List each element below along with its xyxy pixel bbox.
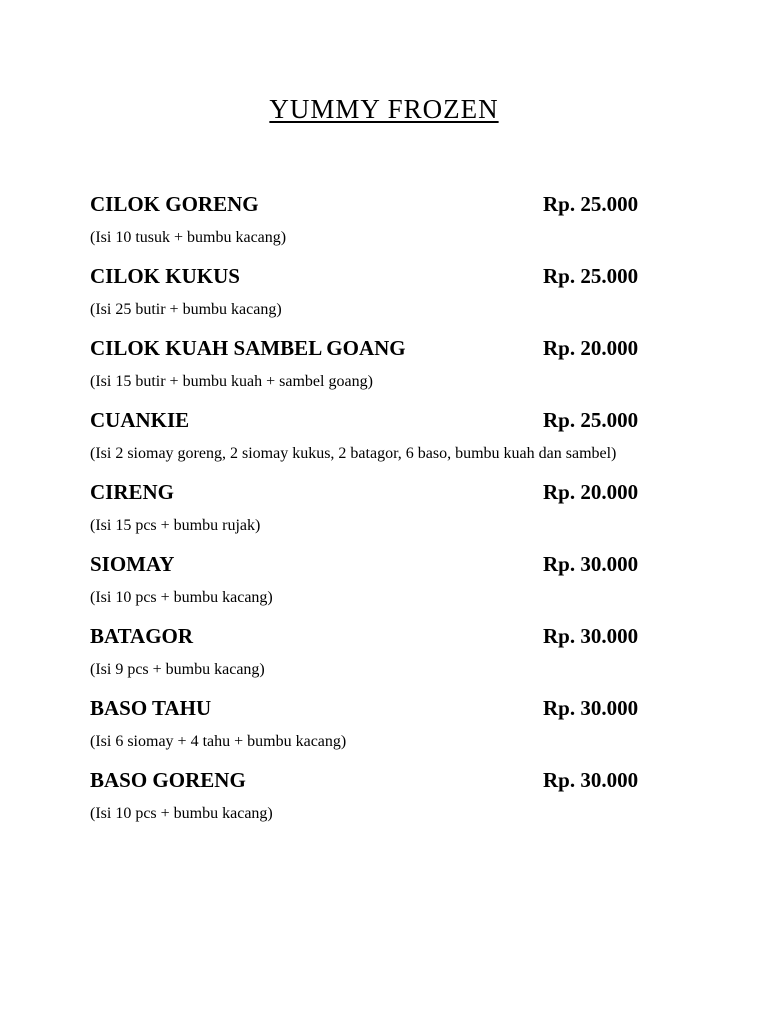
menu-item-siomay	[90, 550, 690, 622]
item-price: Rp. 30.000	[543, 696, 639, 720]
item-price: Rp. 30.000	[543, 624, 639, 648]
item-name: CIRENG	[90, 480, 175, 504]
menu-item-cilok-goreng	[90, 190, 690, 262]
menu-item-cilok-kuah-sambel-goang	[90, 334, 690, 406]
menu-item-batagor	[90, 622, 690, 694]
item-name: SIOMAY	[90, 552, 175, 576]
menu-list	[90, 190, 690, 838]
item-description: (Isi 10 pcs + bumbu kacang)	[90, 589, 273, 606]
item-price: Rp. 30.000	[543, 552, 639, 576]
item-name: CILOK GORENG	[90, 192, 259, 216]
menu-item-baso-tahu	[90, 694, 690, 766]
item-price: Rp. 25.000	[543, 264, 639, 288]
item-name: CILOK KUKUS	[90, 264, 240, 288]
menu-item-baso-goreng	[90, 766, 690, 838]
item-price: Rp. 20.000	[543, 336, 639, 360]
page-title-text: YUMMY FROZEN	[269, 94, 499, 124]
menu-item-cireng	[90, 478, 690, 550]
page-title	[0, 94, 768, 125]
item-description: (Isi 2 siomay goreng, 2 siomay kukus, 2 batagor, 6 baso, bumbu kuah dan sambel)	[90, 445, 617, 462]
item-description: (Isi 10 pcs + bumbu kacang)	[90, 805, 273, 822]
item-price: Rp. 20.000	[543, 480, 639, 504]
item-description: (Isi 9 pcs + bumbu kacang)	[90, 661, 265, 678]
item-description: (Isi 10 tusuk + bumbu kacang)	[90, 229, 287, 246]
item-name: BASO TAHU	[90, 696, 212, 720]
item-name: CILOK KUAH SAMBEL GOANG	[90, 336, 406, 360]
menu-item-cuankie	[90, 406, 690, 478]
menu-item-cilok-kukus	[90, 262, 690, 334]
item-price: Rp. 30.000	[543, 768, 639, 792]
item-description: (Isi 15 pcs + bumbu rujak)	[90, 517, 261, 534]
item-price: Rp. 25.000	[543, 192, 639, 216]
item-description: (Isi 6 siomay + 4 tahu + bumbu kacang)	[90, 733, 347, 750]
item-name: BASO GORENG	[90, 768, 246, 792]
item-name: CUANKIE	[90, 408, 190, 432]
item-name: BATAGOR	[90, 624, 194, 648]
item-description: (Isi 15 butir + bumbu kuah + sambel goang)	[90, 373, 373, 390]
item-price: Rp. 25.000	[543, 408, 639, 432]
item-description: (Isi 25 butir + bumbu kacang)	[90, 301, 282, 318]
